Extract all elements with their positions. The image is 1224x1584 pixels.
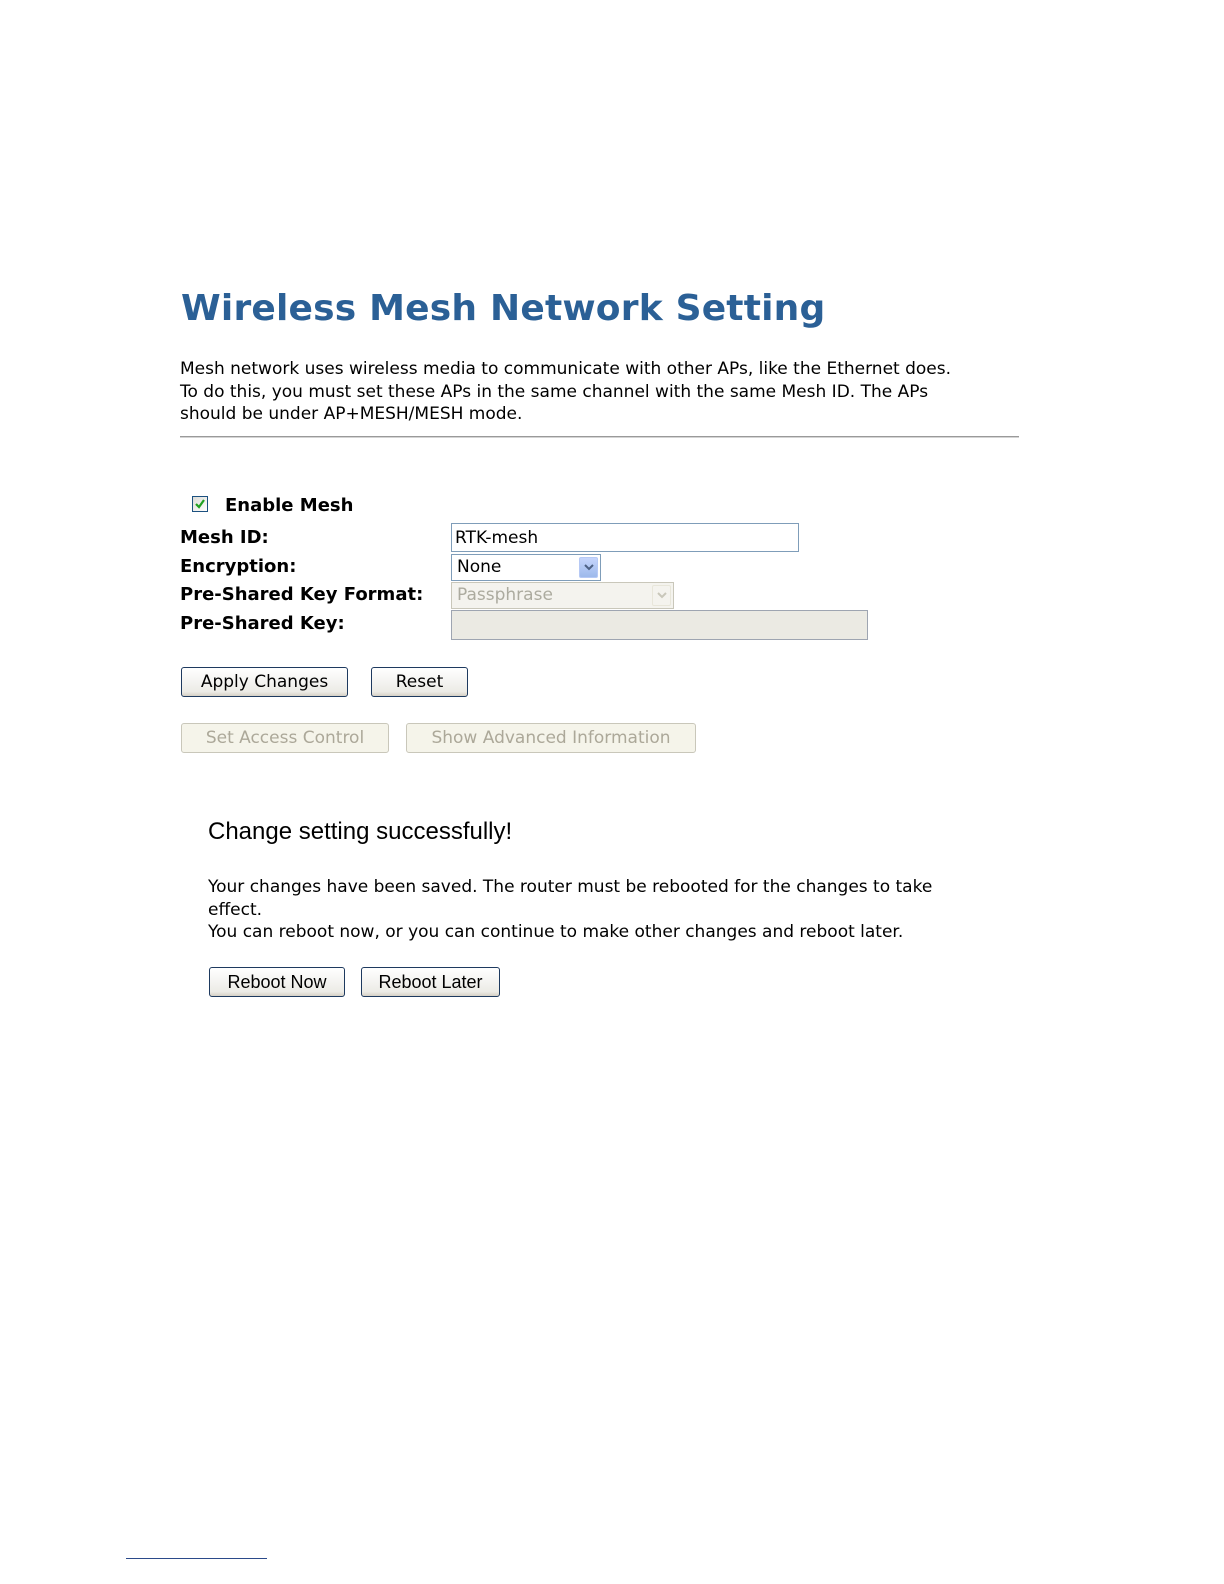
enable-mesh-label: Enable Mesh <box>225 495 354 516</box>
encryption-label: Encryption: <box>180 556 297 577</box>
chevron-down-icon <box>584 564 594 571</box>
mesh-id-label: Mesh ID: <box>180 527 269 548</box>
page-title: Wireless Mesh Network Setting <box>181 288 826 329</box>
psk-label: Pre-Shared Key: <box>180 613 345 634</box>
psk-format-select[interactable] <box>451 582 674 609</box>
section-divider <box>180 436 1019 438</box>
reboot-now-button[interactable]: Reboot Now <box>209 967 345 997</box>
description-line: should be under AP+MESH/MESH mode. <box>180 404 523 424</box>
page-description <box>180 358 1030 426</box>
reset-button[interactable]: Reset <box>371 667 468 697</box>
psk-format-selected-value: Passphrase <box>457 585 553 605</box>
enable-mesh-checkbox[interactable] <box>192 496 208 512</box>
apply-changes-button[interactable]: Apply Changes <box>181 667 348 697</box>
success-message <box>208 876 1028 944</box>
success-title: Change setting successfully! <box>208 818 513 845</box>
checkmark-icon <box>194 498 206 510</box>
description-line: Mesh network uses wireless media to communicate with other APs, like the Ethernet does. <box>180 359 952 379</box>
footnote-separator <box>126 1558 267 1559</box>
dropdown-arrow-button[interactable] <box>579 557 598 578</box>
set-access-control-button[interactable]: Set Access Control <box>181 723 389 753</box>
message-line: Your changes have been saved. The router must be rebooted for the changes to take <box>208 877 933 897</box>
message-line: effect. <box>208 899 263 920</box>
show-advanced-info-button[interactable]: Show Advanced Information <box>406 723 696 753</box>
chevron-down-icon <box>657 592 667 599</box>
description-line: To do this, you must set these APs in the same channel with the same Mesh ID. The APs <box>180 381 929 402</box>
encryption-selected-value: None <box>457 557 502 577</box>
dropdown-arrow-button[interactable] <box>652 585 671 606</box>
encryption-select[interactable] <box>451 554 601 581</box>
message-line: You can reboot now, or you can continue to make other changes and reboot later. <box>208 922 904 942</box>
mesh-id-input[interactable] <box>451 523 799 552</box>
psk-format-label: Pre-Shared Key Format: <box>180 584 424 605</box>
psk-input[interactable] <box>451 610 868 640</box>
reboot-later-button[interactable]: Reboot Later <box>361 967 500 997</box>
